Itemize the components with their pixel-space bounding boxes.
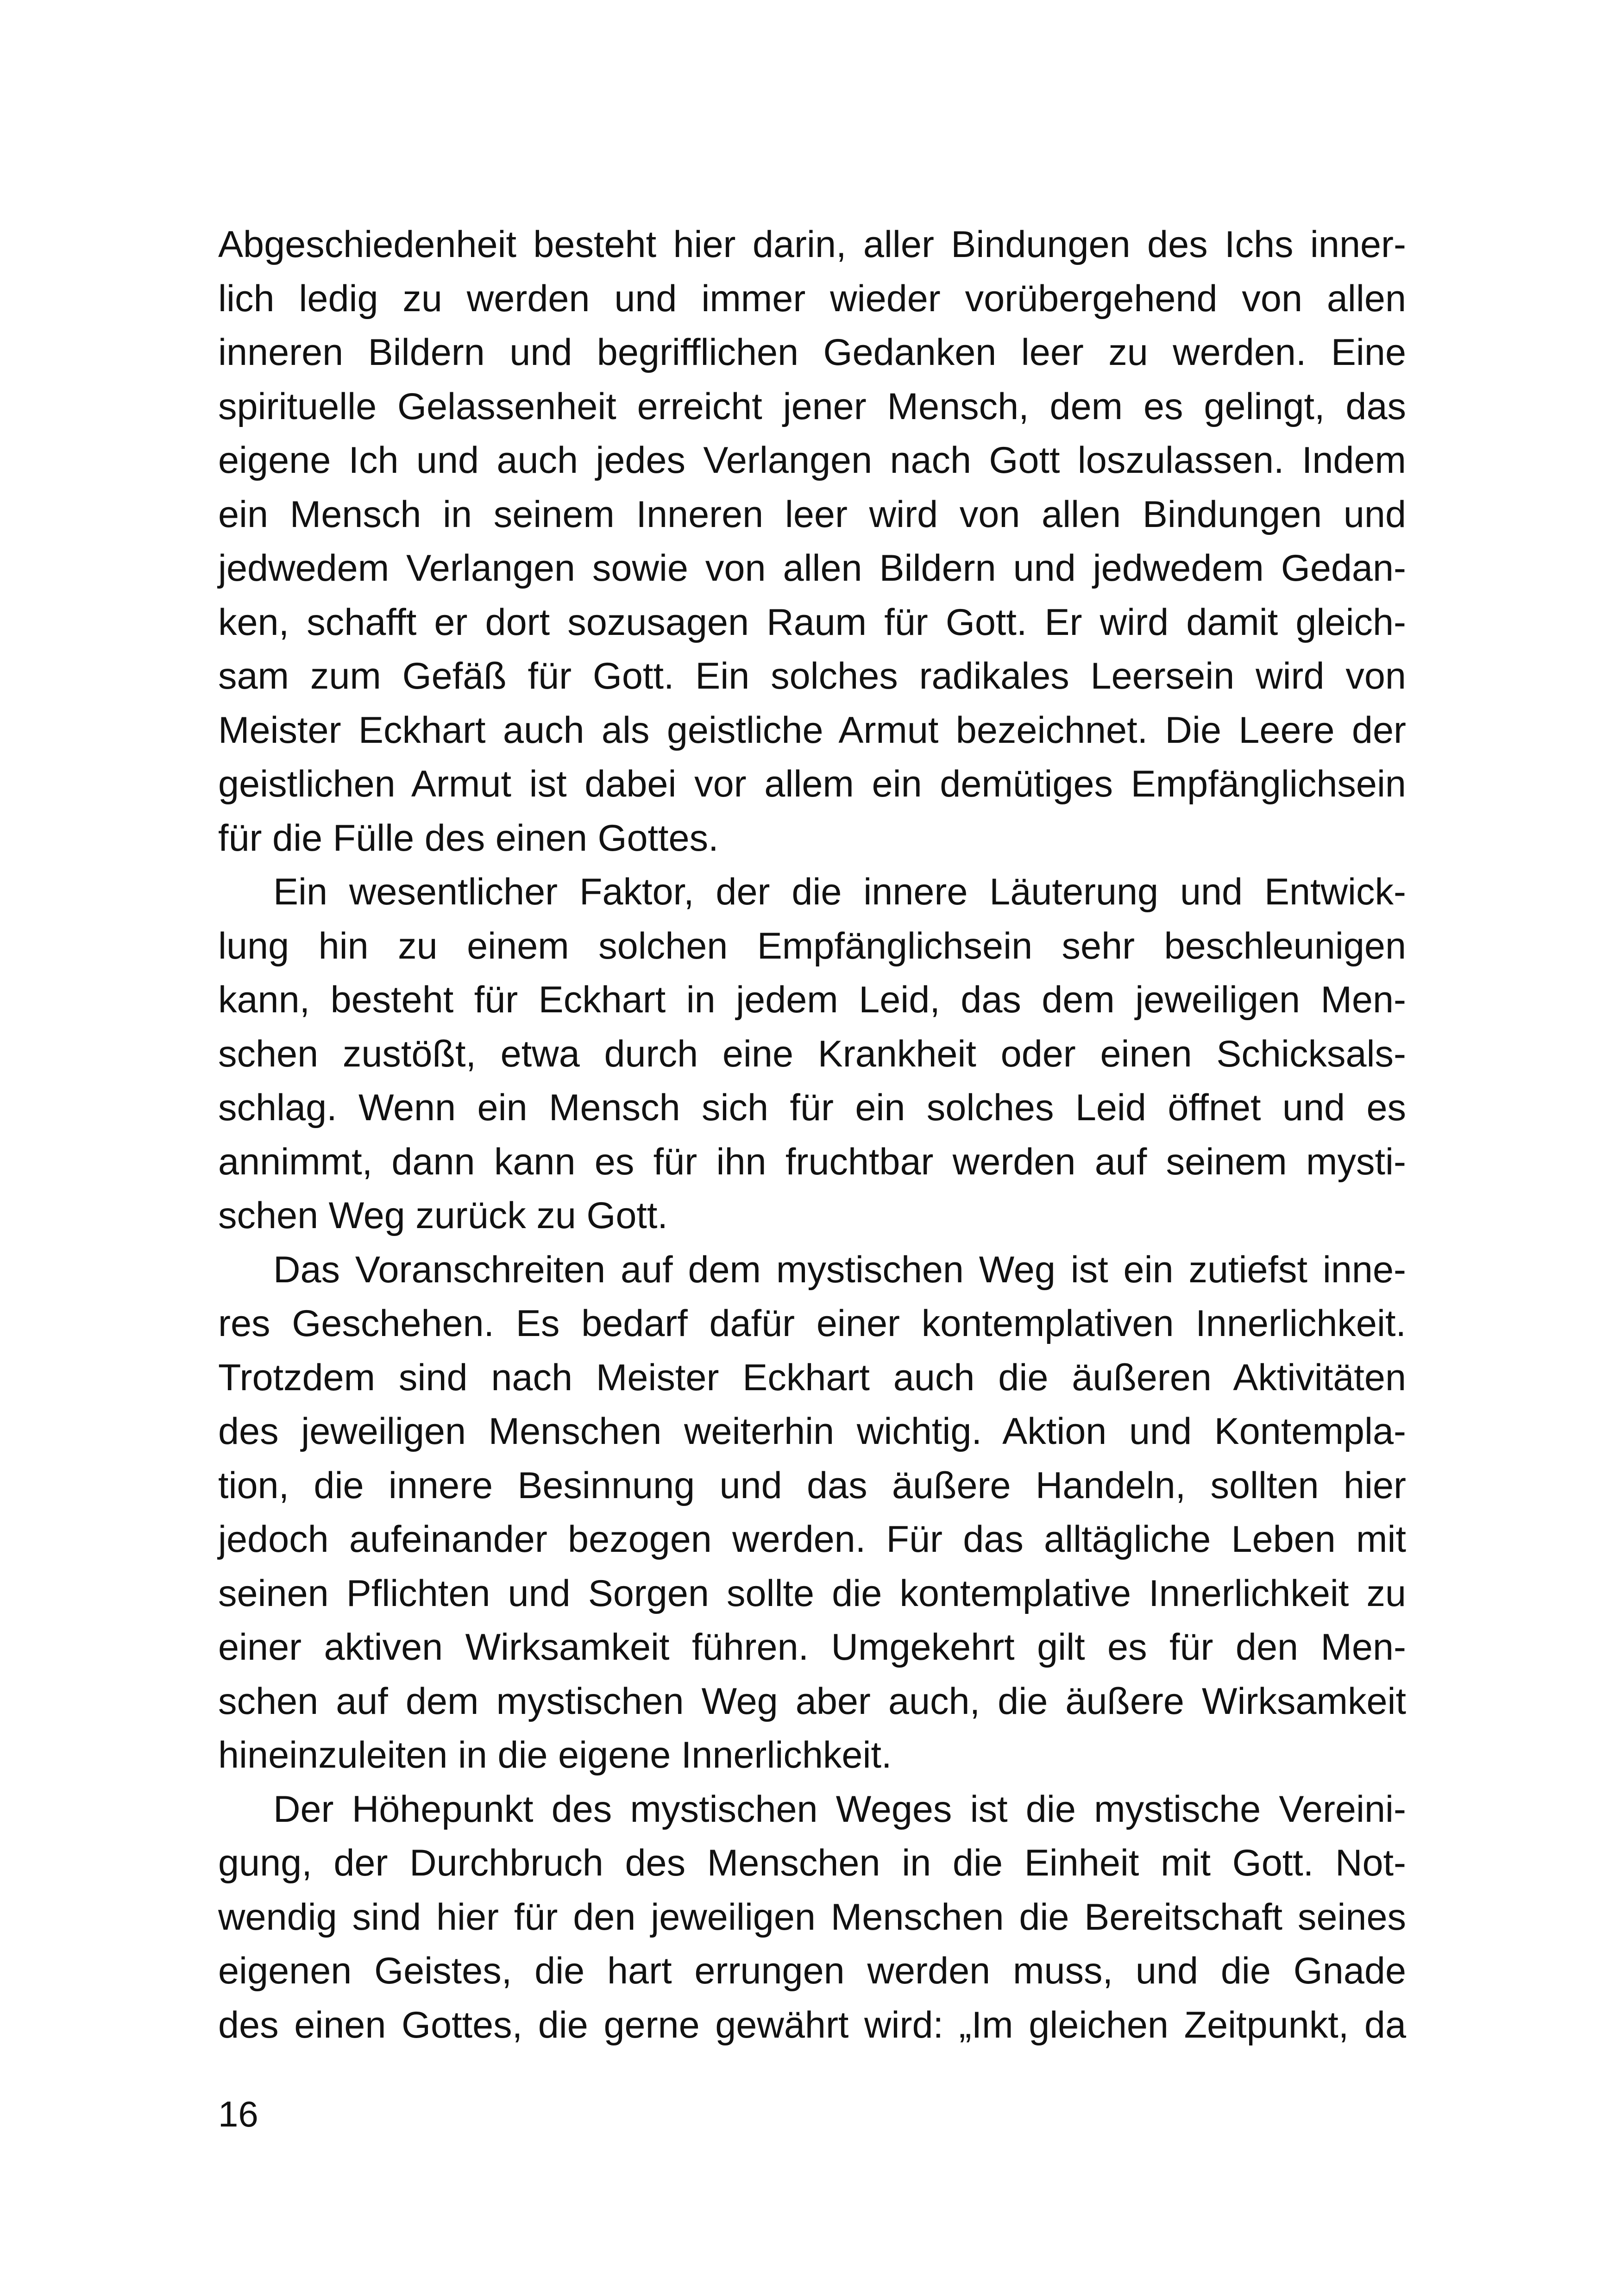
text-line: inneren Bildern und begrifflichen Gedanken leer zu werden. Eine [218,332,1406,373]
text-line: schlag. Wenn ein Mensch sich für ein solches Leid öffnet und es [218,1087,1406,1129]
page-number: 16 [218,2094,258,2134]
text-line: einer aktiven Wirksamkeit führen. Umgekehrt gilt es für den Men- [218,1626,1406,1668]
text-line: Abgeschiedenheit besteht hier darin, aller Bindungen des Ichs inner- [218,224,1406,265]
text-line: für die Fülle des einen Gottes. [218,817,719,859]
text-line: seinen Pflichten und Sorgen sollte die kontemplative Innerlichkeit zu [218,1572,1406,1614]
text-line: Das Voranschreiten auf dem mystischen Weg ist ein zutiefst inne- [273,1248,1406,1291]
text-line: eigenen Geistes, die hart errungen werden muss, und die Gnade [218,1950,1406,1992]
text-line: Trotzdem sind nach Meister Eckhart auch die äußeren Aktivitäten [218,1356,1406,1399]
text-line: hineinzuleiten in die eigene Innerlichkeit. [218,1734,892,1776]
text-line: schen zustößt, etwa durch eine Krankheit oder einen Schicksals- [218,1033,1406,1075]
text-line: schen Weg zurück zu Gott. [218,1195,668,1236]
text-line: spirituelle Gelassenheit erreicht jener Mensch, dem es gelingt, das [218,385,1406,427]
text-line: jedwedem Verlangen sowie von allen Bildern und jedwedem Gedan- [218,547,1406,589]
text-line: lung hin zu einem solchen Empfänglichsein sehr beschleunigen [218,925,1406,967]
text-line: eigene Ich und auch jedes Verlangen nach Gott loszulassen. Indem [218,439,1406,481]
text-line: des jeweiligen Menschen weiterhin wichtig. Aktion und Kontempla- [218,1411,1406,1452]
text-line: ein Mensch in seinem Inneren leer wird von allen Bindungen und [218,493,1406,535]
text-line: lich ledig zu werden und immer wieder vorübergehend von allen [218,277,1406,320]
text-line: tion, die innere Besinnung und das äußere Handeln, sollten hier [218,1464,1406,1506]
text-line: Der Höhepunkt des mystischen Weges ist die mystische Vereini- [273,1788,1406,1830]
text-line: jedoch aufeinander bezogen werden. Für das alltägliche Leben mit [218,1518,1406,1560]
text-line: des einen Gottes, die gerne gewährt wird: „Im gleichen Zeitpunkt, da [218,2004,1406,2046]
text-line: schen auf dem mystischen Weg aber auch, die äußere Wirksamkeit [218,1680,1406,1722]
text-line: Meister Eckhart auch als geistliche Armut bezeichnet. Die Leere der [218,709,1406,751]
text-line: ken, schafft er dort sozusagen Raum für Gott. Er wird damit gleich- [218,601,1406,643]
text-line: gung, der Durchbruch des Menschen in die Einheit mit Gott. Not- [218,1842,1406,1884]
text-line: geistlichen Armut ist dabei vor allem ein demütiges Empfänglichsein [218,763,1406,805]
text-line: annimmt, dann kann es für ihn fruchtbar werden auf seinem mysti- [218,1141,1406,1183]
text-line: res Geschehen. Es bedarf dafür einer kontemplativen Innerlichkeit. [218,1303,1406,1344]
body-text [218,218,1406,2052]
text-line: sam zum Gefäß für Gott. Ein solches radikales Leersein wird von [218,655,1406,697]
text-line: wendig sind hier für den jeweiligen Menschen die Bereitschaft seines [218,1896,1406,1938]
text-line: Ein wesentlicher Faktor, der die innere Läuterung und Entwick- [273,871,1406,913]
text-line: kann, besteht für Eckhart in jedem Leid, das dem jeweiligen Men- [218,979,1406,1021]
